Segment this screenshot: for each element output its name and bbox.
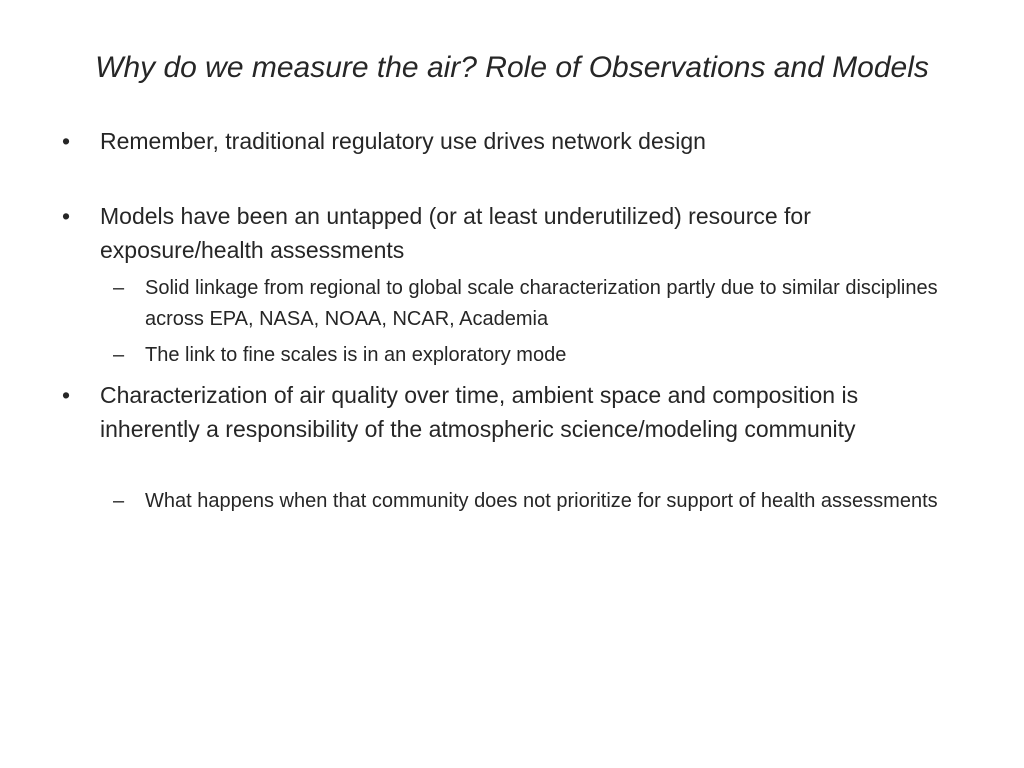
bullet-item-1	[62, 124, 960, 158]
bullet-text: Remember, traditional regulatory use drives network design	[100, 128, 706, 154]
slide-title: Why do we measure the air? Role of Observations and Models	[95, 51, 929, 84]
sub-item-text: What happens when that community does not prioritize for support of health assessments	[145, 490, 938, 512]
bullet-item-2	[62, 199, 960, 267]
sub-item-2-1	[113, 273, 960, 335]
sub-item-text: The link to fine scales is in an exploratory mode	[145, 344, 567, 366]
bullet-icon: •	[62, 128, 71, 154]
bullet-text: Models have been an untapped (or at least underutilized) resource for exposure/health assessments	[100, 203, 811, 263]
sub-item-3-1	[113, 486, 960, 517]
dash-icon: –	[113, 490, 125, 512]
dash-icon: –	[113, 277, 125, 299]
bullet-item-3	[62, 378, 960, 446]
sub-item-2-2	[113, 340, 960, 371]
bullet-icon: •	[62, 203, 71, 229]
bullet-icon: •	[62, 382, 71, 408]
sub-item-text: Solid linkage from regional to global scale characterization partly due to similar disciplines across EPA, NASA, NOAA, NCAR, Academia	[145, 277, 938, 330]
bullet-text: Characterization of air quality over time, ambient space and composition is inherently a responsibility of the atmospheric science/modeling community	[100, 382, 859, 442]
dash-icon: –	[113, 344, 125, 366]
